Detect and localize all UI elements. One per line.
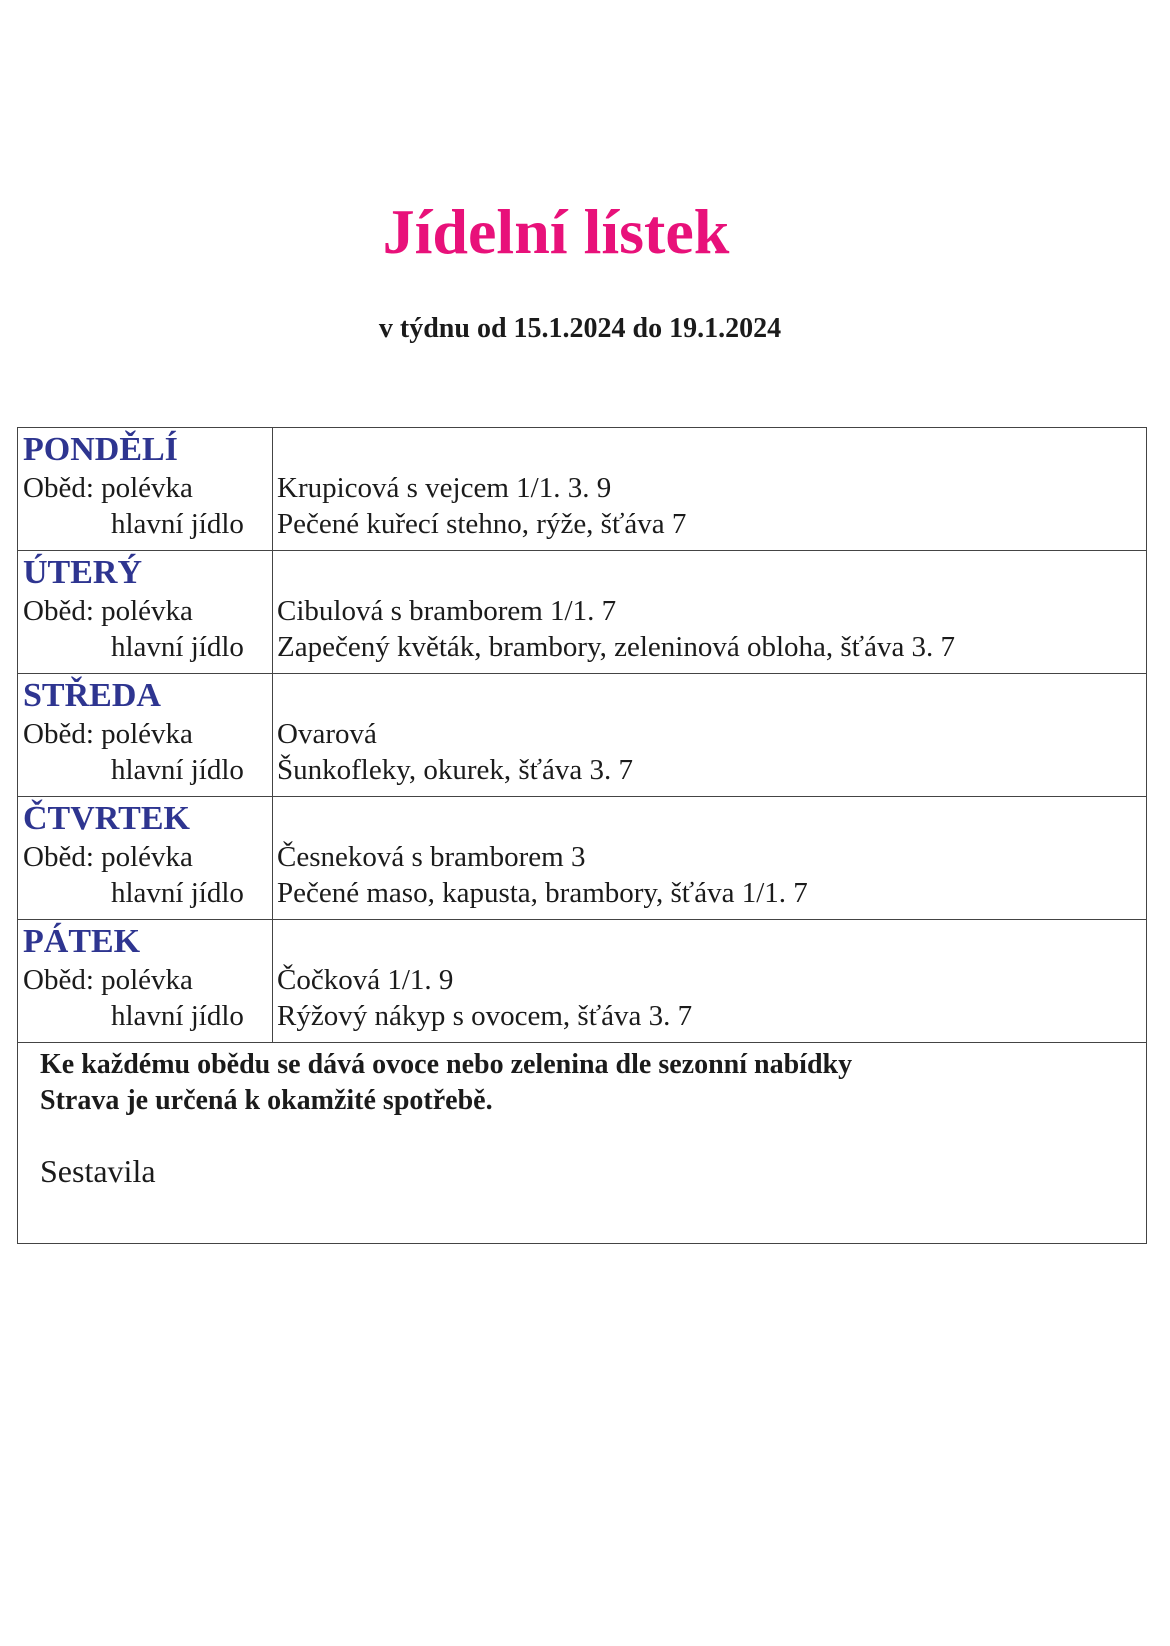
main-dish: Zapečený květák, brambory, zeleninová obloha, šťáva 3. 7: [277, 631, 956, 663]
soup-dish: Čočková 1/1. 9: [277, 964, 454, 996]
soup-dish: Česneková s bramborem 3: [277, 841, 586, 873]
dish-cell: [273, 551, 1147, 674]
main-label: hlavní jídlo: [111, 877, 244, 909]
day-label-cell: [18, 920, 273, 1043]
main-dish: Pečené kuřecí stehno, rýže, šťáva 7: [277, 508, 687, 540]
main-label: hlavní jídlo: [111, 631, 244, 663]
menu-table: [17, 427, 1147, 1244]
soup-label: Oběd: polévka: [23, 841, 193, 873]
footer-cell: [18, 1043, 1147, 1244]
soup-dish: Cibulová s bramborem 1/1. 7: [277, 595, 617, 627]
day-row-tuesday: [18, 551, 1147, 674]
main-dish: Šunkofleky, okurek, šťáva 3. 7: [277, 754, 634, 786]
note-seasonal: Ke každému obědu se dává ovoce nebo zelenina dle sezonní nabídky: [40, 1049, 853, 1080]
note-consumption: Strava je určená k okamžité spotřebě.: [40, 1085, 493, 1116]
day-name: ČTVRTEK: [23, 800, 190, 837]
soup-dish: Ovarová: [277, 718, 377, 750]
footer-row: [18, 1043, 1147, 1244]
day-row-monday: [18, 428, 1147, 551]
main-label: hlavní jídlo: [111, 1000, 244, 1032]
soup-label: Oběd: polévka: [23, 472, 193, 504]
signed-by: Sestavila: [40, 1153, 156, 1189]
soup-label: Oběd: polévka: [23, 718, 193, 750]
dish-cell: [273, 797, 1147, 920]
day-label-cell: [18, 428, 273, 551]
day-label-cell: [18, 797, 273, 920]
main-label: hlavní jídlo: [111, 508, 244, 540]
day-label-cell: [18, 674, 273, 797]
day-name: PÁTEK: [23, 923, 141, 960]
day-label-cell: [18, 551, 273, 674]
dish-cell: [273, 428, 1147, 551]
day-name: PONDĚLÍ: [23, 431, 178, 468]
main-dish: Pečené maso, kapusta, brambory, šťáva 1/1. 7: [277, 877, 808, 909]
day-row-wednesday: [18, 674, 1147, 797]
main-label: hlavní jídlo: [111, 754, 244, 786]
main-dish: Rýžový nákyp s ovocem, šťáva 3. 7: [277, 1000, 693, 1032]
day-row-friday: [18, 920, 1147, 1043]
day-row-thursday: [18, 797, 1147, 920]
dish-cell: [273, 674, 1147, 797]
soup-dish: Krupicová s vejcem 1/1. 3. 9: [277, 472, 612, 504]
week-range: v týdnu od 15.1.2024 do 19.1.2024: [378, 313, 782, 344]
day-name: ÚTERÝ: [23, 554, 143, 591]
soup-label: Oběd: polévka: [23, 595, 193, 627]
soup-label: Oběd: polévka: [23, 964, 193, 996]
dish-cell: [273, 920, 1147, 1043]
day-name: STŘEDA: [23, 677, 161, 714]
page-title: Jídelní lístek: [382, 196, 730, 267]
